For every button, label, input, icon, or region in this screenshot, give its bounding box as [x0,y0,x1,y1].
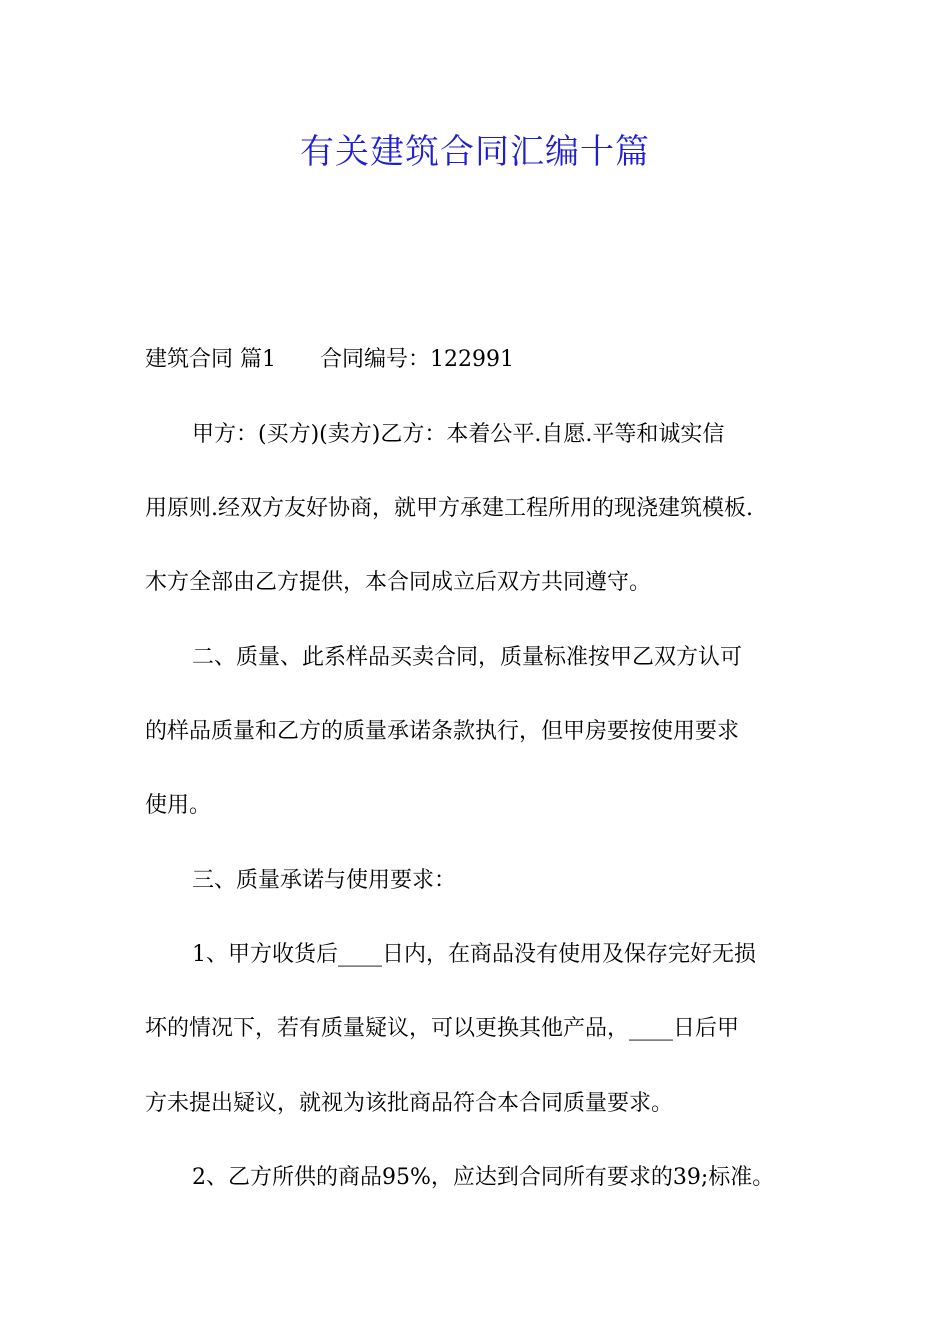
paragraph-line: 的样品质量和乙方的质量承诺条款执行，但甲房要按使用要求 [145,719,740,744]
contract-number: 合同编号：122991 [320,347,514,372]
paragraph-line: 使用。 [145,793,212,818]
paragraph-line: 方未提出疑议，就视为该批商品符合本合同质量要求。 [145,1091,674,1116]
contract-header [145,345,514,375]
document-title: 有关建筑合同汇编十篇 [300,132,650,172]
section-label: 建筑合同 篇1 [145,347,276,372]
paragraph-line: 1、甲方收货后____日内，在商品没有使用及保存完好无损 [192,942,756,967]
paragraph-line: 用原则.经双方友好协商，就甲方承建工程所用的现浇建筑模板. [145,496,753,521]
paragraph-line: 坏的情况下，若有质量疑议，可以更换其他产品，____日后甲 [145,1016,740,1041]
paragraph-line: 2、乙方所供的商品95%，应达到合同所有要求的39;标准。 [192,1165,775,1190]
paragraph-line: 甲方：(买方)(卖方)乙方：本着公平.自愿.平等和诚实信 [192,422,725,447]
paragraph-line: 二、质量、此系样品买卖合同，质量标准按甲乙双方认可 [192,645,743,670]
paragraph-line: 三、质量承诺与使用要求： [192,868,457,893]
paragraph-line: 木方全部由乙方提供，本合同成立后双方共同遵守。 [145,570,652,595]
